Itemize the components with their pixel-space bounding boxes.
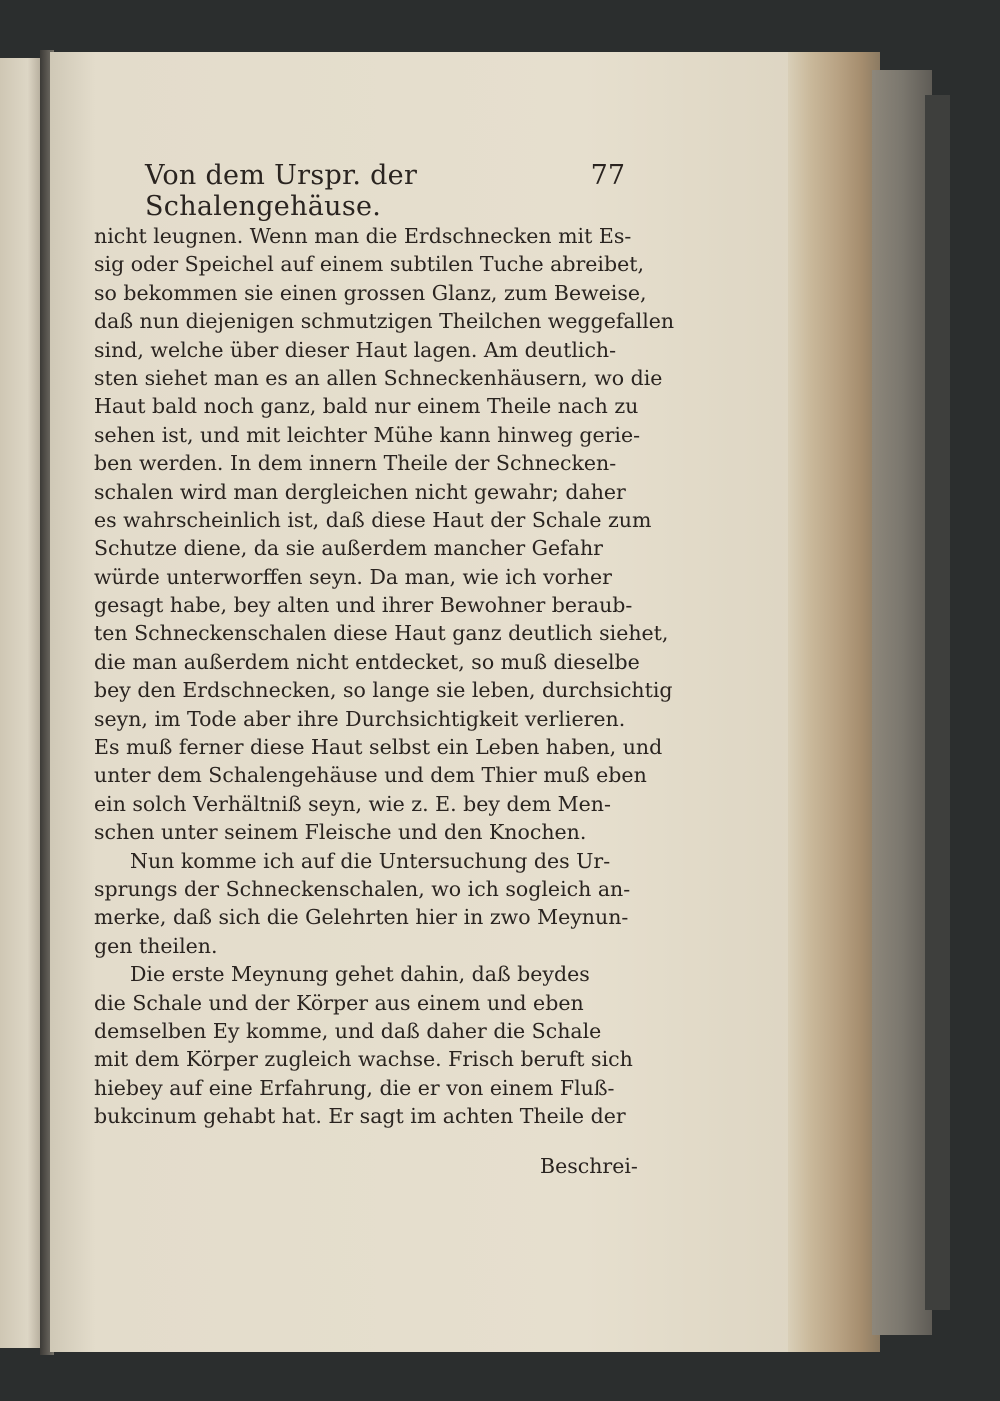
text-line: demselben Ey komme, und daß daher die Schale [94,1018,602,1043]
body-text [94,222,675,1131]
text-line: ben werden. In dem innern Theile der Schnecken- [94,451,617,476]
text-line: merke, daß sich die Gelehrten hier in zwo Meynun- [94,905,629,930]
text-line: sind, welche über dieser Haut lagen. Am deutlich- [94,337,617,362]
text-line: sehen ist, und mit leichter Mühe kann hinweg gerie- [94,422,641,447]
text-line: Die erste Meynung gehet dahin, daß beydes [130,962,590,987]
text-line: Haut bald noch ganz, bald nur einem Theile nach zu [94,394,639,419]
text-line: die Schale und der Körper aus einem und eben [94,990,584,1015]
text-line: bey den Erdschnecken, so lange sie leben, durchsichtig [94,678,673,703]
page-header [145,160,625,222]
text-line: gen theilen. [94,933,218,958]
page-edge-stained [788,52,880,1352]
page-number: 77 [590,160,625,191]
text-line: es wahrscheinlich ist, daß diese Haut der Schale zum [94,507,652,532]
text-line: so bekommen sie einen grossen Glanz, zum Beweise, [94,280,647,305]
text-line: nicht leugnen. Wenn man die Erdschnecken mit Es- [94,224,632,248]
text-line: ten Schneckenschalen diese Haut ganz deutlich siehet, [94,621,669,646]
text-line: sprungs der Schneckenschalen, wo ich sogleich an- [94,876,631,901]
text-line: seyn, im Tode aber ihre Durchsichtigkeit verlieren. [94,706,626,731]
text-line: die man außerdem nicht entdecket, so muß dieselbe [94,649,640,674]
text-line: schen unter seinem Fleische und den Knochen. [94,820,587,845]
text-line: ein solch Verhältniß seyn, wie z. E. bey dem Men- [94,791,611,816]
text-line: würde unterworffen seyn. Da man, wie ich vorher [94,564,612,589]
text-line: Es muß ferner diese Haut selbst ein Leben haben, und [94,735,663,760]
text-line: sig oder Speichel auf einem subtilen Tuche abreibet, [94,252,644,277]
text-line: unter dem Schalengehäuse und dem Thier muß eben [94,763,647,788]
book-cover-board [925,95,950,1310]
text-line: Schutze diene, da sie außerdem mancher Gefahr [94,536,603,561]
text-line: hiebey auf eine Erfahrung, die er von einem Fluß- [94,1075,615,1100]
text-line: bukcinum gehabt hat. Er sagt im achten Theile der [94,1104,626,1129]
running-head: Von dem Urspr. der Schalengehäuse. [145,160,418,222]
text-line: schalen wird man dergleichen nicht gewahr; daher [94,479,626,504]
text-line: sten siehet man es an allen Schneckenhäusern, wo die [94,365,663,390]
text-line: daß nun diejenigen schmutzigen Theilchen weggefallen [94,309,675,334]
catchword: Beschrei- [540,1154,638,1178]
text-line: mit dem Körper zugleich wachse. Frisch beruft sich [94,1047,633,1072]
text-line: gesagt habe, bey alten und ihrer Bewohner beraub- [94,593,633,618]
page-block-edge [872,70,932,1335]
text-line: Nun komme ich auf die Untersuchung des Ur- [130,848,611,873]
